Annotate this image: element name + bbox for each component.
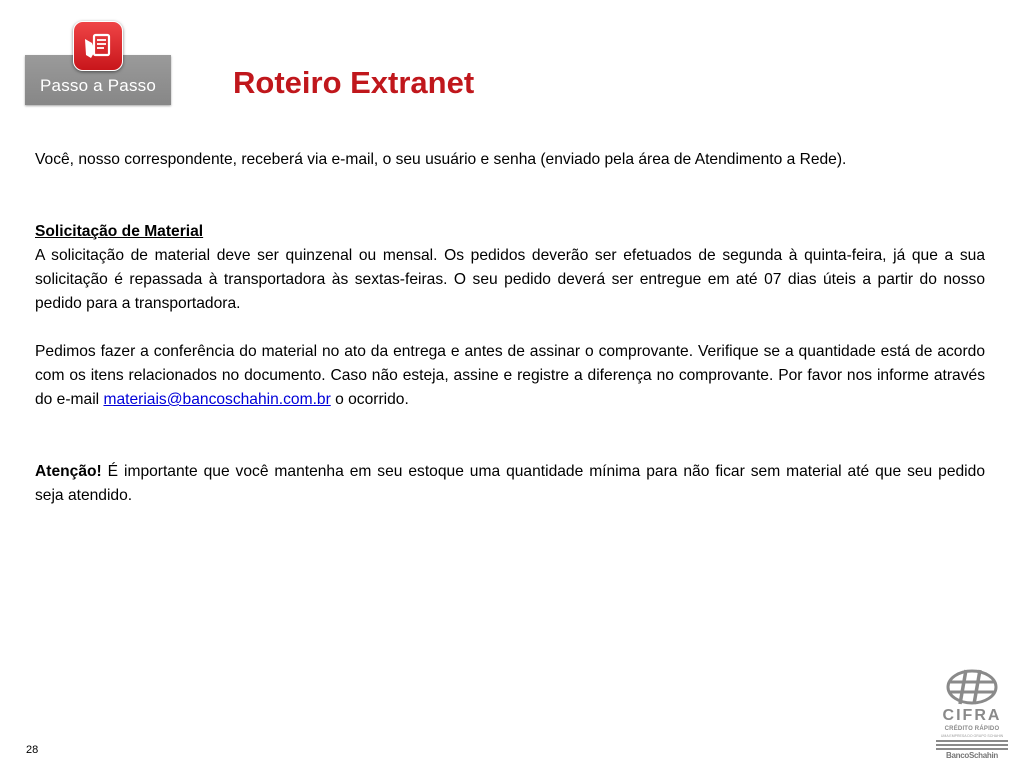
spacer (35, 316, 985, 340)
attention-label: Atenção! (35, 463, 102, 480)
check-text: Pedimos fazer a conferência do material no ato da entrega e antes de assinar o comprovante. Verifique se a quantidade está de acordo com os itens relacionados no documento. Caso não esteja, assine e registre a diferença no comprovante. Por favor nos informe através do e-mail (35, 343, 985, 408)
section-paragraph: A solicitação de material deve ser quinzenal ou mensal. Os pedidos deverão ser efetuados de segunda à quinta-feira, já que a sua solicitação é repassada à transportadora às sextas-feiras. O seu pedido deverá ser entregue em até 07 dias úteis a partir do nosso pedido para a transportadora. (35, 247, 985, 312)
passo-a-passo-badge (25, 21, 171, 105)
logo-bank-name: BancoSchahin (946, 751, 998, 760)
check-text-end: o ocorrido. (330, 391, 409, 408)
spacer (35, 412, 985, 460)
cifra-logo (932, 668, 1012, 762)
email-link[interactable]: materiais@bancoschahin.com.br (103, 391, 331, 408)
logo-subtitle: CRÉDITO RÁPIDO (944, 726, 1000, 732)
page-title: Roteiro Extranet (233, 65, 475, 100)
badge-label: Passo a Passo (40, 76, 156, 95)
logo-tagline: UMA EMPRESA DO GRUPO SCHAHIN (940, 734, 1004, 738)
intro-paragraph: Você, nosso correspondente, receberá via e-mail, o seu usuário e senha (enviado pela área de Atendimento a Rede). (35, 151, 847, 168)
cifra-globe-icon (932, 668, 1012, 706)
page-number: 28 (26, 744, 39, 756)
logo-name: CIFRA (942, 707, 1002, 724)
check-paragraph (35, 340, 985, 412)
main-content (35, 148, 985, 508)
document-hand-icon (73, 21, 123, 71)
attention-paragraph (35, 460, 985, 508)
logo-stripes (936, 740, 1008, 750)
section-heading: Solicitação de Material (35, 223, 204, 240)
attention-text: É importante que você mantenha em seu estoque uma quantidade mínima para não ficar sem material até que seu pedido seja atendido. (35, 463, 985, 504)
